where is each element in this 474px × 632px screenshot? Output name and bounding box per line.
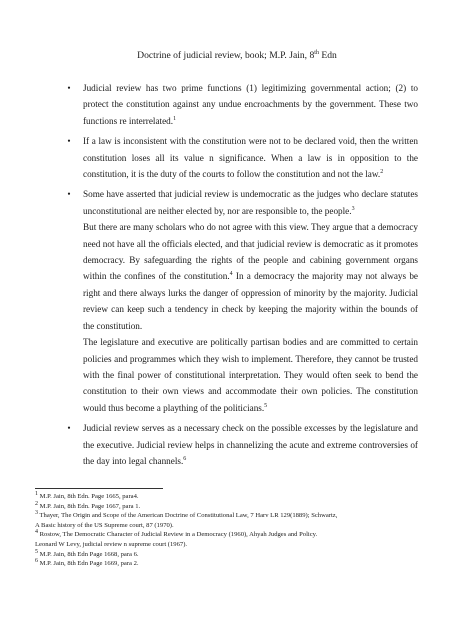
footnote-number: 5 (35, 548, 38, 555)
bullet-icon: • (67, 83, 71, 93)
footnote-line (35, 492, 455, 502)
page-title (0, 50, 474, 61)
footnote-ref[interactable]: 4 (229, 271, 233, 278)
bullet-item (67, 133, 418, 182)
footnote-line (35, 550, 455, 560)
footnote-text: M.P. Jain, 8th Edn Page 1669, para 2. (39, 560, 139, 568)
bullet-icon: • (67, 189, 71, 200)
title-text: Doctrine of judicial review, book; M.P. Jain, 8 (137, 50, 315, 61)
bullet-item (67, 80, 418, 129)
bullet-icon: • (67, 136, 71, 147)
footnote-text: Leonard W Levy, judicial review n supreme court (1967). (35, 540, 188, 548)
footnote-text: Thayer, The Origin and Scope of the American Doctrine of Constitutional Law, 7 Harv LR 129(1889); Schwartz, (39, 512, 338, 520)
paragraph-text: Judicial review serves as a necessary check on the possible excesses by the legislature and the executive. Judicial review helps in channelizing the acute and extreme controversies of the day into legal channels. (83, 423, 418, 466)
footnote-number: 2 (35, 500, 38, 507)
footnote-line (35, 511, 455, 521)
paragraph-text: But there are many scholars who do not agree with this view. They argue that a democracy need not have all the officials elected, and that judicial review is democratic as it promotes democracy. By safeguarding the rights of the people and cabining government organs within the confines of the constitution. (83, 222, 418, 282)
footnote-line (35, 502, 455, 512)
footnote-number: 4 (35, 529, 38, 536)
footnote-text: Rostow, The Democratic Character of Judicial Review in a Democracy (1960), Ahyah Judges and Policy. (39, 531, 318, 539)
paragraph (83, 186, 418, 219)
footnote-text: A Basic history of the US Supreme court, 87 (1970). (35, 521, 174, 529)
paragraph (83, 334, 418, 416)
paragraph-text: The legislature and executive are politically partisan bodies and are committed to certain policies and programmes which they wish to implement. Therefore, they cannot be trusted with the final power of constitutional interpretation. They would often seek to bend the constitution to their own views and accommodate their own policies. The constitution would thus become a plaything of the politicians. (83, 337, 418, 413)
footnote-ref[interactable]: 5 (264, 402, 268, 409)
footnote-text: M.P. Jain, 8th Edn. Page 1665, para4. (39, 493, 139, 500)
footnote-ref[interactable]: 6 (183, 455, 187, 462)
paragraph-text: Some have asserted that judicial review is undemocratic as the judges who declare statutes unconstitutional are neither elected by, nor are responsible to, the people. (83, 189, 418, 216)
footnote-text: M.P. Jain, 8th Edn Page 1668, para 6. (39, 550, 139, 558)
footnote-line (35, 521, 455, 531)
footnotes-section (35, 492, 455, 569)
footnote-ref[interactable]: 3 (351, 205, 355, 212)
footnote-ref[interactable]: 1 (173, 115, 177, 122)
footnote-line (35, 540, 455, 550)
paragraph (83, 133, 418, 182)
footnote-line (35, 530, 455, 540)
paragraph (83, 80, 418, 129)
paragraph-text: If a law is inconsistent with the constitution were not to be declared void, then the written constitution loses all its value n significance. When a law is in opposition to the constitution, it is the duty of the courts to follow the constitution and not the law. (83, 136, 418, 180)
footnote-number: 6 (35, 557, 38, 564)
footnote-ref[interactable]: 2 (380, 168, 384, 175)
bullet-icon: • (67, 423, 71, 434)
title-end: Edn (318, 50, 337, 61)
footnote-number: 1 (35, 490, 38, 497)
title-superscript: th (314, 49, 319, 56)
paragraph (83, 219, 418, 334)
paragraph (83, 420, 418, 469)
paragraph-text: Judicial review has two prime functions (1) legitimizing governmental action; (2) to protect the constitution against any undue encroachments by the government. These two functions re interrelated. (83, 83, 418, 126)
footnote-number: 3 (35, 510, 38, 516)
paragraph-tail: In a democracy the majority may not always be right and there always lurks the danger of oppression of minority by the majority. Judicial review can keep such a tendency in check by keeping the majority within the bounds of the constitution. (83, 271, 419, 331)
footnote-divider (35, 488, 163, 489)
footnote-text: M.P. Jain, 8th Edn. Page 1667, para 1. (39, 502, 141, 510)
bullet-item (67, 186, 419, 416)
body-content (67, 80, 419, 473)
bullet-item (67, 420, 418, 469)
footnote-line (35, 559, 455, 569)
